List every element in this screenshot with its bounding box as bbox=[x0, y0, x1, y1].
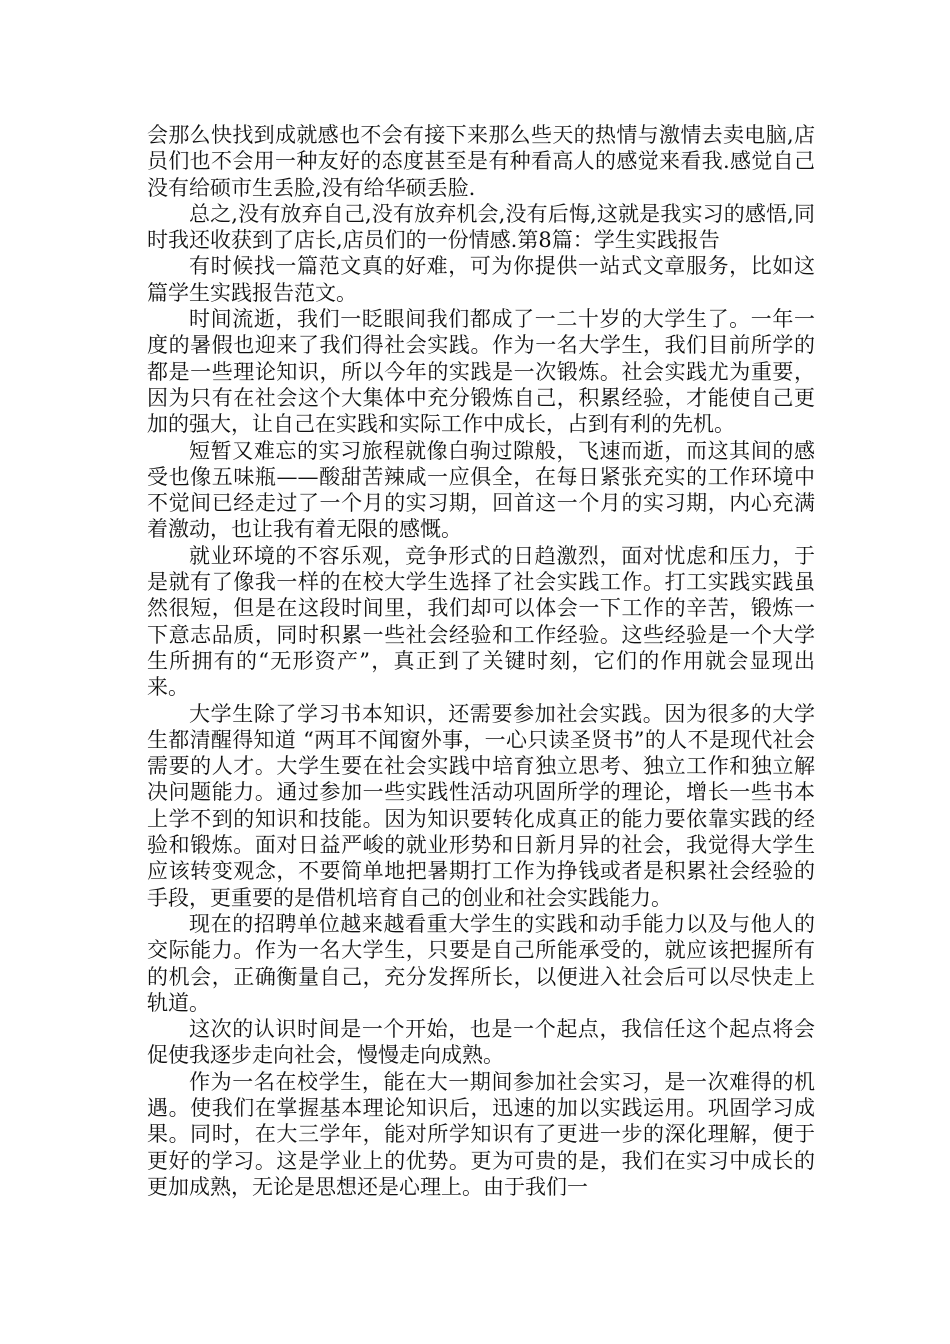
paragraph: 就业环境的不容乐观，竞争形式的日趋激烈，面对忧虑和压力，于是就有了像我一样的在校大学生选择了社会实践工作。打工实践实践虽然很短，但是在这段时间里，我们却可以体会一下工作的辛苦，锻炼一下意志品质，同时积累一些社会经验和工作经验。这些经验是一个大学生所拥有的“无形资产”，真正到了关键时刻，它们的作用就会显现出来。 bbox=[147, 543, 815, 700]
paragraph: 现在的招聘单位越来越看重大学生的实践和动手能力以及与他人的交际能力。作为一名大学生，只要是自己所能承受的，就应该把握所有的机会，正确衡量自己，充分发挥所长，以便进入社会后可以尽快走上轨道。 bbox=[147, 911, 815, 1015]
paragraph: 会那么快找到成就感也不会有接下来那么些天的热情与激情去卖电脑,店员们也不会用一种友好的态度甚至是有种看高人的感觉来看我.感觉自己没有给硕市生丢脸,没有给华硕丢脸. bbox=[147, 123, 815, 200]
paragraph: 大学生除了学习书本知识，还需要参加社会实践。因为很多的大学生都清醒得知道 “两耳不闻窗外事，一心只读圣贤书”的人不是现代社会需要的人才。大学生要在社会实践中培育独立思考、独立工作和独立解决问题能力。通过参加一些实践性活动巩固所学的理论，增长一些书本上学不到的知识和技能。因为知识要转化成真正的能力要依靠实践的经验和锻炼。面对日益严峻的就业形势和日新月异的社会，我觉得大学生应该转变观念，不要简单地把暑期打工作为挣钱或者是积累社会经验的手段，更重要的是借机培育自己的创业和社会实践能力。 bbox=[147, 701, 815, 910]
paragraph: 时间流逝，我们一眨眼间我们都成了一二十岁的大学生了。一年一度的暑假也迎来了我们得社会实践。作为一名大学生，我们目前所学的都是一些理论知识，所以今年的实践是一次锻炼。社会实践尤为重要，因为只有在社会这个大集体中充分锻炼自己，积累经验，才能使自己更加的强大，让自己在实践和实际工作中成长，占到有利的先机。 bbox=[147, 307, 815, 437]
paragraph: 总之,没有放弃自己,没有放弃机会,没有后悔,这就是我实习的感悟,同时我还收获到了店长,店员们的一份情感.第8篇：学生实践报告 bbox=[147, 201, 815, 253]
paragraph: 这次的认识时间是一个开始，也是一个起点，我信任这个起点将会促使我逐步走向社会，慢慢走向成熟。 bbox=[147, 1017, 815, 1068]
paragraph: 短暂又难忘的实习旅程就像白驹过隙般，飞速而逝，而这其间的感受也像五味瓶——酸甜苦辣咸一应俱全，在每日紧张充实的工作环境中不觉间已经走过了一个月的实习期，回首这一个月的实习期，内心充满着激动，也让我有着无限的感慨。 bbox=[147, 438, 815, 542]
document-body bbox=[147, 122, 815, 1200]
paragraph: 作为一名在校学生，能在大一期间参加社会实习，是一次难得的机遇。使我们在掌握基本理论知识后，迅速的加以实践运用。巩固学习成果。同时，在大三学年，能对所学知识有了更进一步的深化理解，便于更好的学习。这是学业上的优势。更为可贵的是，我们在实习中成长的更加成熟，无论是思想还是心理上。由于我们一 bbox=[147, 1069, 815, 1199]
paragraph: 有时候找一篇范文真的好难，可为你提供一站式文章服务，比如这篇学生实践报告范文。 bbox=[147, 254, 815, 305]
